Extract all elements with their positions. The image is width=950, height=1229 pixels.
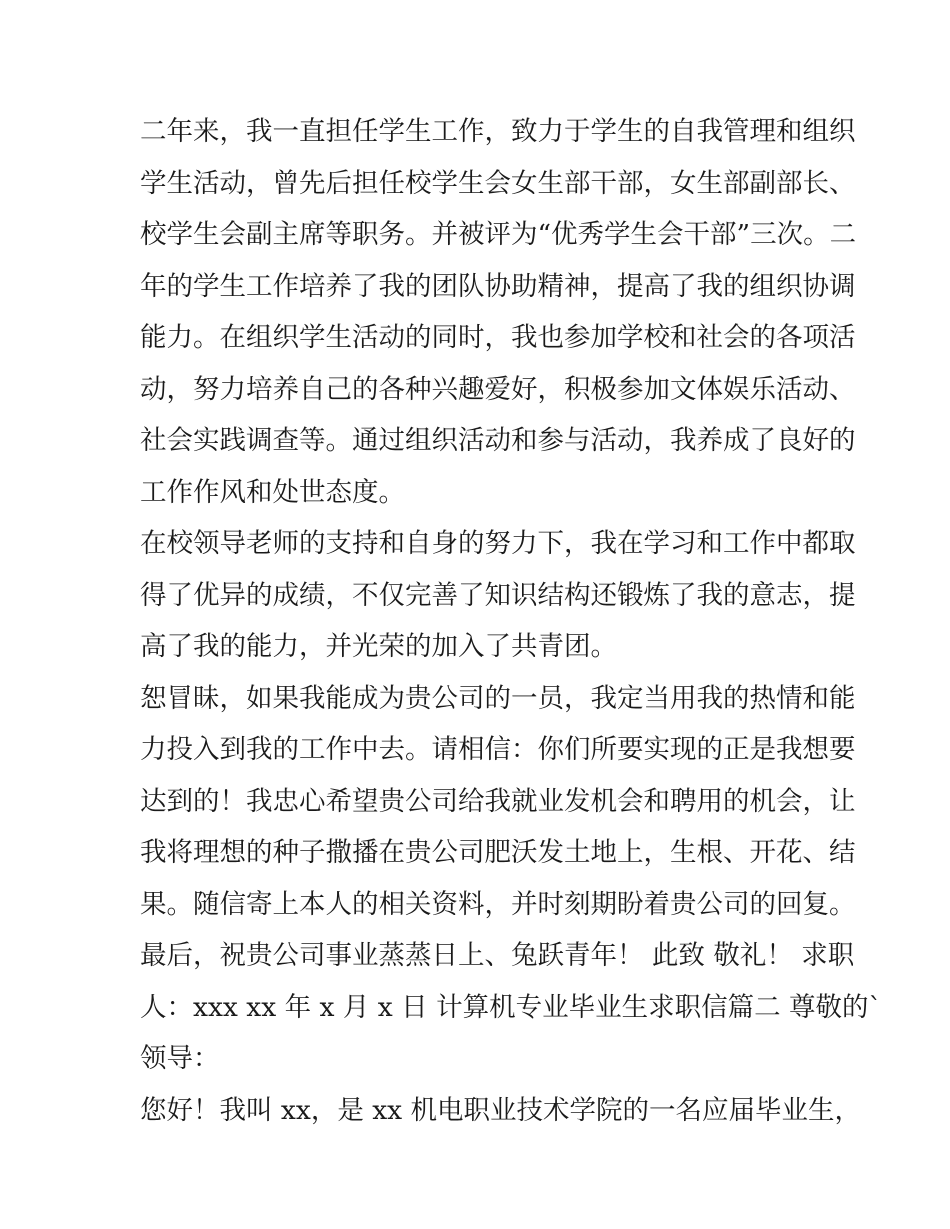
letter-body: [140, 106, 882, 1136]
text-line: 能力。在组织学生活动的同时，我也参加学校和社会的各项活: [140, 322, 856, 353]
text-line: 您好！我叫 xx，是 xx 机电职业技术学院的一名应届毕业生，: [140, 1094, 862, 1126]
text-line: 最后，祝贵公司事业蒸蒸日上、兔跃青年！ 此致 敬礼！ 求职: [140, 940, 855, 971]
text-line: 学生活动，曾先后担任校学生会女生部干部，女生部副部长、: [140, 167, 856, 199]
text-line: 社会实践调查等。通过组织活动和参与活动，我养成了良好的: [140, 425, 856, 456]
text-line: 达到的！我忠心希望贵公司给我就业发机会和聘用的机会，让: [140, 785, 856, 817]
text-line: 在校领导老师的支持和自身的努力下，我在学习和工作中都取: [140, 528, 856, 559]
text-line: 果。随信寄上本人的相关资料，并时刻期盼着贵公司的回复。: [140, 888, 856, 920]
text-line: 工作作风和处世态度。: [140, 476, 405, 508]
text-line: 高了我的能力，并光荣的加入了共青团。: [140, 631, 617, 662]
text-line: 我将理想的种子撒播在贵公司肥沃发土地上，生根、开花、结: [140, 837, 856, 868]
text-line: 力投入到我的工作中去。请相信：你们所要实现的正是我想要: [140, 734, 856, 765]
text-line: 领导：: [140, 1043, 220, 1074]
text-line: 校学生会副主席等职务。并被评为“优秀学生会干部”三次。二: [140, 219, 857, 250]
text-line: 年的学生工作培养了我的团队协助精神，提高了我的组织协调: [140, 270, 856, 302]
text-line: 恕冒昧，如果我能成为贵公司的一员，我定当用我的热情和能: [140, 682, 856, 714]
text-line: 动，努力培养自己的各种兴趣爱好，积极参加文体娱乐活动、: [140, 373, 856, 405]
text-line: 人：xxx xx 年 x 月 x 日 计算机专业毕业生求职信篇二 尊敬的`: [140, 991, 882, 1023]
text-line: 二年来，我一直担任学生工作，致力于学生的自我管理和组织: [140, 116, 856, 147]
text-line: 得了优异的成绩，不仅完善了知识结构还锻炼了我的意志，提: [140, 579, 856, 611]
